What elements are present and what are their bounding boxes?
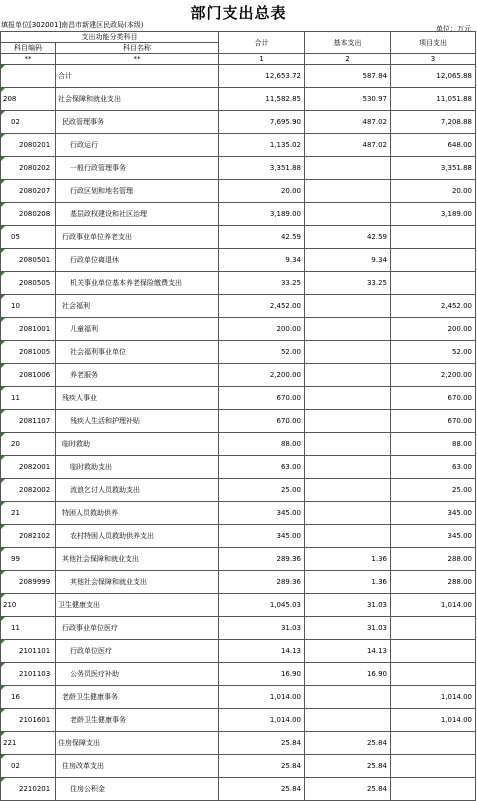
basic-cell xyxy=(305,686,391,709)
total-cell: 3,351.88 xyxy=(219,157,305,180)
name-cell: 流浪乞讨人员救助支出 xyxy=(56,479,219,502)
name-cell: 住房保障支出 xyxy=(56,732,219,755)
code-cell: 208 xyxy=(1,88,56,111)
basic-cell: 31.03 xyxy=(305,594,391,617)
basic-cell xyxy=(305,479,391,502)
table-row xyxy=(1,755,476,778)
code-cell: 11 xyxy=(1,387,56,410)
project-cell: 2,200.00 xyxy=(391,364,476,387)
name-cell: 临时救助支出 xyxy=(56,456,219,479)
basic-cell: 25.84 xyxy=(305,755,391,778)
total-cell: 1,135.02 xyxy=(219,134,305,157)
total-cell: 31.03 xyxy=(219,617,305,640)
col-index: 1 xyxy=(219,54,305,65)
project-cell: 11,051.88 xyxy=(391,88,476,111)
name-cell: 行政事业单位养老支出 xyxy=(56,226,219,249)
project-cell xyxy=(391,640,476,663)
basic-cell xyxy=(305,157,391,180)
code-cell: 99 xyxy=(1,548,56,571)
project-cell xyxy=(391,663,476,686)
total-cell: 1,014.00 xyxy=(219,709,305,732)
total-cell: 25.84 xyxy=(219,755,305,778)
total-cell: 33.25 xyxy=(219,272,305,295)
project-cell: 52.00 xyxy=(391,341,476,364)
table-row xyxy=(1,203,476,226)
total-cell: 11,582.85 xyxy=(219,88,305,111)
name-cell: 卫生健康支出 xyxy=(56,594,219,617)
code-cell: 2082001 xyxy=(1,456,56,479)
col-index: 3 xyxy=(391,54,476,65)
name-cell: 老龄卫生健康事务 xyxy=(56,686,219,709)
project-cell: 288.00 xyxy=(391,571,476,594)
project-cell: 2,452.00 xyxy=(391,295,476,318)
project-cell: 88.00 xyxy=(391,433,476,456)
table-row xyxy=(1,525,476,548)
project-cell xyxy=(391,617,476,640)
name-cell: 残疾人事业 xyxy=(56,387,219,410)
total-cell: 88.00 xyxy=(219,433,305,456)
total-cell: 345.00 xyxy=(219,525,305,548)
col-index: 2 xyxy=(305,54,391,65)
code-cell: 2080208 xyxy=(1,203,56,226)
project-cell: 1,014.00 xyxy=(391,594,476,617)
name-cell: 养老服务 xyxy=(56,364,219,387)
table-row xyxy=(1,502,476,525)
name-cell: 临时救助 xyxy=(56,433,219,456)
table-row xyxy=(1,134,476,157)
table-row xyxy=(1,65,476,88)
name-cell: 行政单位医疗 xyxy=(56,640,219,663)
code-cell xyxy=(1,65,56,88)
total-cell: 289.36 xyxy=(219,571,305,594)
table-row xyxy=(1,249,476,272)
total-cell: 3,189.00 xyxy=(219,203,305,226)
basic-cell: 1.36 xyxy=(305,571,391,594)
code-cell: 2210201 xyxy=(1,778,56,801)
table-row xyxy=(1,686,476,709)
basic-cell: 16.90 xyxy=(305,663,391,686)
basic-cell xyxy=(305,525,391,548)
project-cell: 25.00 xyxy=(391,479,476,502)
basic-cell: 487.02 xyxy=(305,134,391,157)
code-cell: 2081006 xyxy=(1,364,56,387)
table-row xyxy=(1,318,476,341)
basic-cell: 14.13 xyxy=(305,640,391,663)
total-cell: 2,200.00 xyxy=(219,364,305,387)
code-cell: 2089999 xyxy=(1,571,56,594)
table-row xyxy=(1,663,476,686)
total-cell: 25.84 xyxy=(219,778,305,801)
project-cell: 63.00 xyxy=(391,456,476,479)
table-row xyxy=(1,456,476,479)
basic-cell: 487.02 xyxy=(305,111,391,134)
basic-cell: 587.84 xyxy=(305,65,391,88)
name-cell: 住房改革支出 xyxy=(56,755,219,778)
project-header: 项目支出 xyxy=(391,32,476,54)
total-cell: 670.00 xyxy=(219,410,305,433)
code-cell: 2082102 xyxy=(1,525,56,548)
table-row xyxy=(1,640,476,663)
code-header: 科目编码 xyxy=(1,43,56,54)
total-cell: 20.00 xyxy=(219,180,305,203)
project-cell: 288.00 xyxy=(391,548,476,571)
name-cell: 机关事业单位基本养老保险缴费支出 xyxy=(56,272,219,295)
project-cell: 7,208.88 xyxy=(391,111,476,134)
project-cell: 3,351.88 xyxy=(391,157,476,180)
unit-label: 单位：万元 xyxy=(436,25,471,33)
name-cell: 儿童福利 xyxy=(56,318,219,341)
code-cell: 221 xyxy=(1,732,56,755)
total-cell: 7,695.90 xyxy=(219,111,305,134)
code-cell: 2080201 xyxy=(1,134,56,157)
project-cell xyxy=(391,249,476,272)
name-cell: 其他社会保障和就业支出 xyxy=(56,571,219,594)
code-cell: 2101101 xyxy=(1,640,56,663)
code-cell: 2081107 xyxy=(1,410,56,433)
basic-cell xyxy=(305,180,391,203)
name-cell: 行政单位离退休 xyxy=(56,249,219,272)
total-header: 合计 xyxy=(219,32,305,54)
star-cell: ** xyxy=(56,54,219,65)
table-row xyxy=(1,111,476,134)
func-class-header: 支出功能分类科目 xyxy=(1,32,219,43)
code-cell: 21 xyxy=(1,502,56,525)
basic-cell xyxy=(305,502,391,525)
code-cell: 20 xyxy=(1,433,56,456)
reporting-unit: 填报单位[302001]南昌市新建区民政局(本级) xyxy=(1,21,144,29)
basic-cell xyxy=(305,318,391,341)
name-cell: 社会福利 xyxy=(56,295,219,318)
table-row xyxy=(1,571,476,594)
code-cell: 10 xyxy=(1,295,56,318)
code-cell: 2101601 xyxy=(1,709,56,732)
basic-cell xyxy=(305,709,391,732)
table-row xyxy=(1,295,476,318)
basic-cell: 530.97 xyxy=(305,88,391,111)
table-row xyxy=(1,617,476,640)
total-cell: 25.00 xyxy=(219,479,305,502)
project-cell xyxy=(391,272,476,295)
name-cell: 特困人员救助供养 xyxy=(56,502,219,525)
total-cell: 200.00 xyxy=(219,318,305,341)
project-cell: 648.00 xyxy=(391,134,476,157)
name-cell: 农村特困人员救助供养支出 xyxy=(56,525,219,548)
code-cell: 2080207 xyxy=(1,180,56,203)
project-cell xyxy=(391,226,476,249)
project-cell xyxy=(391,778,476,801)
basic-cell: 25.84 xyxy=(305,732,391,755)
table-row xyxy=(1,479,476,502)
code-cell: 2081001 xyxy=(1,318,56,341)
name-cell: 行政区划和地名管理 xyxy=(56,180,219,203)
code-cell: 2080501 xyxy=(1,249,56,272)
name-cell: 社会保障和就业支出 xyxy=(56,88,219,111)
total-cell: 670.00 xyxy=(219,387,305,410)
table-row xyxy=(1,548,476,571)
name-cell: 行政运行 xyxy=(56,134,219,157)
table-row xyxy=(1,157,476,180)
table-row xyxy=(1,410,476,433)
star-cell: ** xyxy=(1,54,56,65)
name-cell: 社会福利事业单位 xyxy=(56,341,219,364)
code-cell: 2101103 xyxy=(1,663,56,686)
basic-cell xyxy=(305,341,391,364)
code-cell: 05 xyxy=(1,226,56,249)
name-cell: 老龄卫生健康事务 xyxy=(56,709,219,732)
name-cell: 公务员医疗补助 xyxy=(56,663,219,686)
total-cell: 52.00 xyxy=(219,341,305,364)
name-cell: 合计 xyxy=(56,65,219,88)
total-cell: 2,452.00 xyxy=(219,295,305,318)
project-cell: 1,014.00 xyxy=(391,709,476,732)
basic-cell xyxy=(305,364,391,387)
project-cell: 345.00 xyxy=(391,525,476,548)
total-cell: 1,014.00 xyxy=(219,686,305,709)
basic-cell xyxy=(305,456,391,479)
name-cell: 残疾人生活和护理补贴 xyxy=(56,410,219,433)
total-cell: 42.59 xyxy=(219,226,305,249)
code-cell: 2080505 xyxy=(1,272,56,295)
total-cell: 63.00 xyxy=(219,456,305,479)
total-cell: 289.36 xyxy=(219,548,305,571)
total-cell: 16.90 xyxy=(219,663,305,686)
basic-header: 基本支出 xyxy=(305,32,391,54)
name-header: 科目名称 xyxy=(56,43,219,54)
basic-cell xyxy=(305,203,391,226)
basic-cell xyxy=(305,410,391,433)
code-cell: 02 xyxy=(1,111,56,134)
project-cell: 670.00 xyxy=(391,410,476,433)
total-cell: 12,653.72 xyxy=(219,65,305,88)
basic-cell xyxy=(305,433,391,456)
basic-cell: 9.34 xyxy=(305,249,391,272)
table-row xyxy=(1,88,476,111)
table-row xyxy=(1,226,476,249)
name-cell: 基层政权建设和社区治理 xyxy=(56,203,219,226)
code-cell: 2080202 xyxy=(1,157,56,180)
code-cell: 2081005 xyxy=(1,341,56,364)
name-cell: 民政管理事务 xyxy=(56,111,219,134)
code-cell: 2082002 xyxy=(1,479,56,502)
project-cell: 3,189.00 xyxy=(391,203,476,226)
table-row xyxy=(1,387,476,410)
page-title: 部门支出总表 xyxy=(190,4,287,22)
basic-cell: 42.59 xyxy=(305,226,391,249)
basic-cell: 1.36 xyxy=(305,548,391,571)
project-cell: 20.00 xyxy=(391,180,476,203)
name-cell: 住房公积金 xyxy=(56,778,219,801)
basic-cell: 25.84 xyxy=(305,778,391,801)
table-row xyxy=(1,709,476,732)
total-cell: 345.00 xyxy=(219,502,305,525)
name-cell: 其他社会保障和就业支出 xyxy=(56,548,219,571)
basic-cell xyxy=(305,387,391,410)
total-cell: 14.13 xyxy=(219,640,305,663)
table-row xyxy=(1,180,476,203)
name-cell: 一般行政管理事务 xyxy=(56,157,219,180)
project-cell xyxy=(391,732,476,755)
table-row xyxy=(1,433,476,456)
project-cell xyxy=(391,755,476,778)
name-cell: 行政事业单位医疗 xyxy=(56,617,219,640)
project-cell: 200.00 xyxy=(391,318,476,341)
project-cell: 670.00 xyxy=(391,387,476,410)
table-row xyxy=(1,594,476,617)
table-row xyxy=(1,778,476,801)
code-cell: 210 xyxy=(1,594,56,617)
expenditure-table xyxy=(0,31,476,801)
basic-cell: 31.03 xyxy=(305,617,391,640)
total-cell: 9.34 xyxy=(219,249,305,272)
code-cell: 16 xyxy=(1,686,56,709)
project-cell: 12,065.88 xyxy=(391,65,476,88)
table-row xyxy=(1,272,476,295)
table-row xyxy=(1,364,476,387)
total-cell: 1,045.03 xyxy=(219,594,305,617)
basic-cell: 33.25 xyxy=(305,272,391,295)
code-cell: 02 xyxy=(1,755,56,778)
code-cell: 11 xyxy=(1,617,56,640)
table-row xyxy=(1,341,476,364)
table-row xyxy=(1,732,476,755)
project-cell: 1,014.00 xyxy=(391,686,476,709)
project-cell: 345.00 xyxy=(391,502,476,525)
basic-cell xyxy=(305,295,391,318)
total-cell: 25.84 xyxy=(219,732,305,755)
